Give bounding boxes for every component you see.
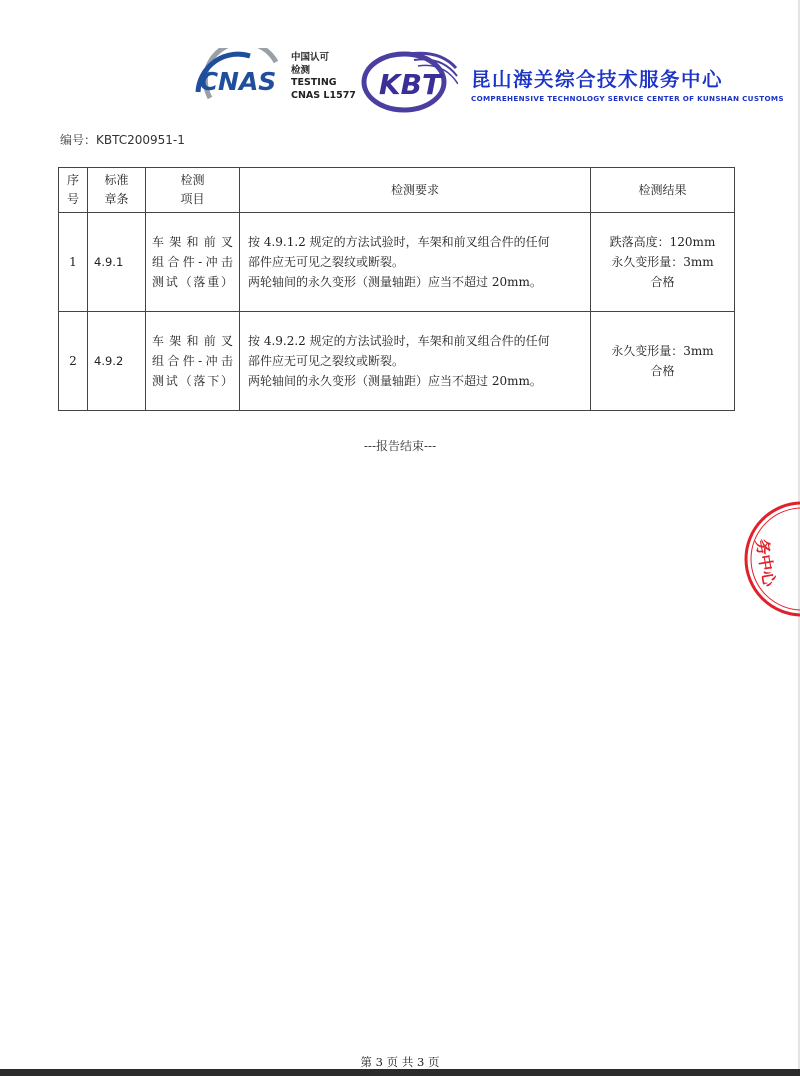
test-results-table <box>58 167 735 411</box>
page-indicator: 第 3 页 共 3 页 <box>360 1055 440 1069</box>
cnas-accreditation-text: 中国认可 检测 TESTING CNAS L1577 <box>291 52 356 101</box>
svg-text:KBT: KBT <box>378 68 442 101</box>
header-no: 序 号 <box>59 168 88 213</box>
row-requirement: 按 4.9.2.2 规定的方法试验时，车架和前叉组合件的任何 部件应无可见之裂纹或断裂。 两轮轴间的永久变形（测量轴距）应当不超过 20mm。 <box>240 312 591 411</box>
table-row <box>59 213 735 312</box>
row-requirement: 按 4.9.1.2 规定的方法试验时，车架和前叉组合件的任何 部件应无可见之裂纹或断裂。 两轮轴间的永久变形（测量轴距）应当不超过 20mm。 <box>240 213 591 312</box>
row-result: 永久变形量：3mm 合格 <box>591 312 735 411</box>
row-clause: 4.9.2 <box>88 312 146 411</box>
table-row <box>59 312 735 411</box>
row-number: 1 <box>59 213 88 312</box>
header-result: 检测结果 <box>591 168 735 213</box>
row-result: 跌落高度：120mm 永久变形量：3mm 合格 <box>591 213 735 312</box>
row-test-item: 车架和前叉 组合件-冲击 测试（落下） <box>146 312 240 411</box>
cnas-logo <box>190 48 286 112</box>
svg-text:CNAS: CNAS <box>199 67 277 96</box>
letterhead <box>190 48 784 118</box>
table-header-row <box>59 168 735 213</box>
kbt-logo <box>360 48 458 114</box>
report-end-mark: ---报告结束--- <box>363 439 437 453</box>
row-clause: 4.9.1 <box>88 213 146 312</box>
organization-name-en: COMPREHENSIVE TECHNOLOGY SERVICE CENTER OF KUNSHAN CUSTOMS <box>471 94 784 103</box>
red-seal-stamp <box>720 498 800 620</box>
header-clause: 标准 章条 <box>88 168 146 213</box>
header-item: 检测 项目 <box>146 168 240 213</box>
header-requirement: 检测要求 <box>240 168 591 213</box>
organization-name-cn: 昆山海关综合技术服务中心 <box>471 68 724 91</box>
row-test-item: 车架和前叉 组合件-冲击 测试（落重） <box>146 213 240 312</box>
row-number: 2 <box>59 312 88 411</box>
bottom-bar <box>0 1069 800 1076</box>
report-number: 编号：KBTC200951-1 <box>60 133 185 147</box>
svg-text:务中心: 务中心 <box>752 537 780 588</box>
